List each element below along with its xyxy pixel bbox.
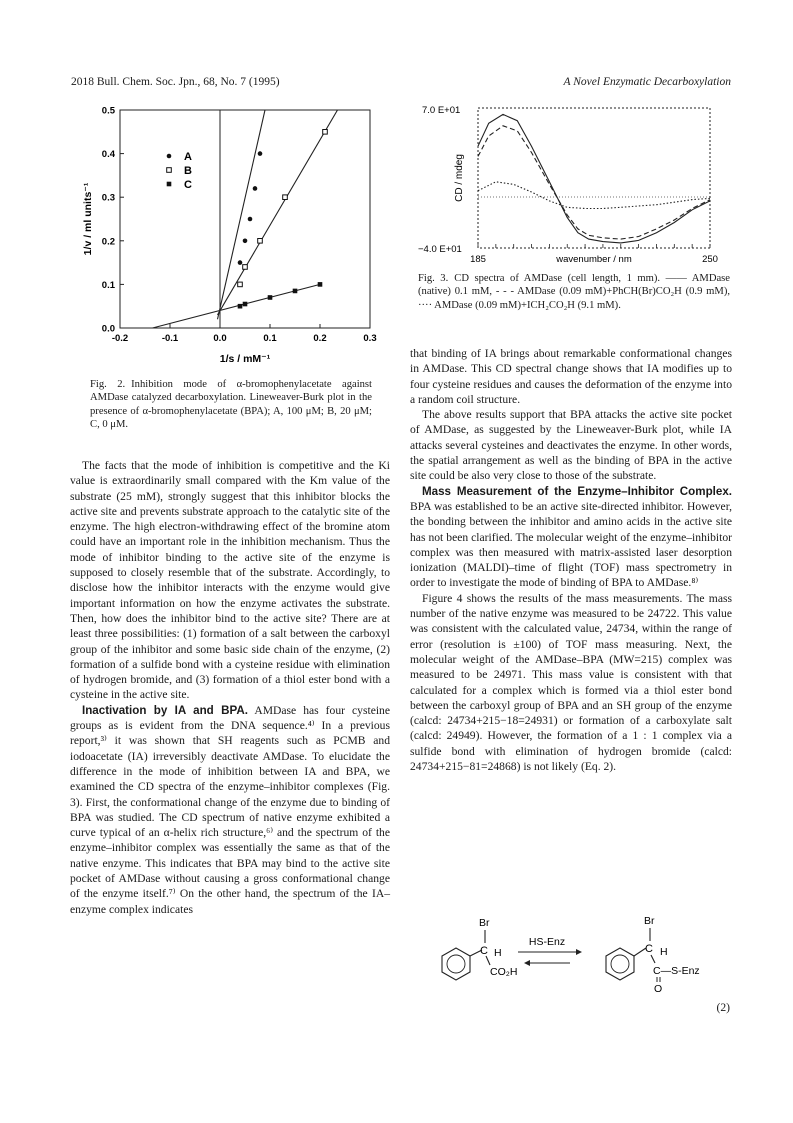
left-column — [70, 458, 390, 917]
reagent-label: HS-Enz — [528, 936, 566, 948]
legend-marker-C — [167, 182, 172, 187]
legend-label-C: C — [184, 179, 192, 191]
data-point-A — [253, 186, 258, 191]
data-point-A — [258, 151, 263, 156]
y-top-label: 7.0 E+01 — [422, 105, 461, 116]
paragraph: Figure 4 shows the results of the mass measurements. The mass number of the native enzyme was measured to be 24722. This value was consistent with the calculated value, 24734, within the range of error (resolution is ±100) of TOF mass measuring. Next, the molecular weight of the AMDase–BPA (MW=215) complex was measured to be 24971. This mass value is consistent with that calculated for a complex which is formed via a thiol ester bond between the carboxyl group of BPA and an SH group of the enzyme (calcd: 24734+215−18=24931) or formation of a carboxylate salt (calcd: 24949). However, the formation of a 1 : 1 complex via a sulfide bond with elimination of hydrogen bromide (calcd: 24734+215−81=24868) is not likely (Eq. 2). — [410, 591, 732, 774]
cd-spectrum-solid — [478, 114, 710, 243]
hydrogen-left: H — [494, 947, 502, 959]
data-point-A — [248, 217, 253, 222]
x-tick-label: 0.3 — [363, 333, 377, 344]
y-tick-label: 0.4 — [101, 149, 115, 161]
figure-2-caption-label: Fig. 2. — [90, 379, 126, 390]
data-point-A — [238, 260, 243, 265]
legend-marker-A — [167, 154, 172, 159]
x-tick-label: 0.1 — [263, 333, 277, 344]
benzene-ring-left — [442, 948, 470, 980]
figure-2-plot — [75, 100, 385, 370]
benzene-ring-right — [606, 948, 634, 980]
carbonyl-oxygen-right: O — [654, 983, 663, 992]
y-tick-label: 0.0 — [101, 323, 115, 335]
y-tick-label: 0.2 — [101, 236, 115, 248]
legend-label-A: A — [184, 151, 192, 163]
figure-3-plot — [418, 100, 718, 268]
alpha-carbon-right: C — [645, 943, 653, 955]
cd-spectrum-dotted — [478, 182, 710, 209]
hydrogen-right: H — [660, 946, 668, 958]
section-heading: Inactivation by IA and BPA. — [82, 703, 248, 717]
data-point-A — [243, 239, 248, 244]
y-tick-label: 0.3 — [101, 192, 115, 204]
section-heading: Mass Measurement of the Enzyme–Inhibitor Complex. — [422, 484, 732, 498]
paragraph: Mass Measurement of the Enzyme–Inhibitor Complex. BPA was established to be an active site-directed inhibitor. However, the bonding between the inhibitor and amino acids in the active site has not been clarified. The molecular weight of the enzyme–inhibitor complex was then measured with matrix-assisted laser desorption ionization (MALDI)–time of flight (TOF) mass spectrometry in order to investigate the mode of binding of BPA to AMDase.⁸⁾ — [410, 484, 732, 590]
data-point-C — [238, 304, 243, 309]
alpha-carbon-left: C — [480, 945, 488, 957]
data-point-C — [243, 302, 248, 307]
running-header-right: A Novel Enzymatic Decarboxylation — [563, 76, 731, 88]
equation-2-scheme — [410, 912, 732, 992]
fit-line-A — [218, 110, 266, 319]
figure-2-caption — [90, 378, 372, 432]
data-point-B — [243, 265, 248, 270]
x-left-label: 185 — [470, 254, 486, 265]
running-header-left: 2018 Bull. Chem. Soc. Jpn., 68, No. 7 (1995) — [71, 76, 280, 88]
y-axis-label: CD / mdeg — [454, 154, 465, 202]
carboxyl-left: CO₂H — [490, 966, 518, 978]
x-axis-label: wavenumber / nm — [556, 254, 632, 265]
x-tick-label: 0.0 — [213, 333, 227, 344]
x-right-label: 250 — [702, 254, 718, 265]
data-point-B — [258, 239, 263, 244]
x-axis-label: 1/s / mM⁻¹ — [219, 353, 271, 365]
bromine-right: Br — [644, 915, 655, 927]
paragraph: Inactivation by IA and BPA. AMDase has four cysteine groups as is evident from the DNA sequence.⁴⁾ In a previous report,³⁾ it was shown that SH reagents such as PCMB and iodoacetate (IA) irreversibly deactivate AMDase. To elucidate the difference in the mode of inhibition between IA and BPA, we examined the CD spectra of the enzyme–inhibitor complexes (Fig. 3). First, the conformational change of the enzyme due to binding of BPA was studied. The CD spectrum of native enzyme exhibited a curve typical of an α-helix rich structure,⁶⁾ and the spectrum of the enzyme–inhibitor complex was essentially the same as that of the native enzyme. This indicates that BPA may bind to the active site pocket of AMDase without causing a gross conformational change of the enzyme itself.⁷⁾ On the other hand, the spectrum of the IA–enzyme complex indicates — [70, 703, 390, 916]
data-point-C — [293, 289, 298, 294]
x-tick-label: 0.2 — [313, 333, 327, 344]
thioester-right: C—S-Enz — [653, 965, 700, 977]
figure-2-caption-text: Inhibition mode of α-bromophenylacetate against AMDase catalyzed decarboxylation. Lineweaver-Burk plot in the presence of α-bromophenylacetate (BPA); A, 100 μM; B, 20 μM; C, 0 μM. — [90, 379, 372, 431]
data-point-C — [268, 295, 273, 300]
equation-number: (2) — [716, 1001, 730, 1014]
paragraph: The above results support that BPA attacks the active site pocket of AMDase, as suggested by the Lineweaver-Burk plot, while IA attacks several cysteines and deactivates the enzyme. In other words, the spatial arrangement as well as the binding of BPA in the active site could be also very close to those of the substrate. — [410, 408, 732, 483]
data-point-B — [323, 130, 328, 135]
paragraph: that binding of IA brings about remarkable conformational changes in AMDase. This CD spectral change shows that IA modifies up to four cysteine residues and causes the deformation of the enzyme into a random coil structure. — [410, 347, 732, 406]
legend-label-B: B — [184, 165, 192, 177]
legend-marker-B — [167, 168, 172, 173]
bromine-left: Br — [479, 917, 490, 929]
y-tick-label: 0.5 — [101, 105, 115, 117]
paragraph: The facts that the mode of inhibition is competitive and the Ki value is extraordinarily small compared with the Km value of the substrate (25 mM), strongly suggest that this inhibitor blocks the active site and prevents substrate approach to the catalytic site of the enzyme. The high electron-withdrawing effect of the bromine atom could have an important role in the inhibition mechanism. Thus the mode of inhibitor binding to the active site of the enzyme is supposed to closely resemble that of the substrate. Accordingly, to disclose how the inhibitor interacts with the enzyme would give important information on how the enzyme activates the substrate. Then, how does the inhibitor bind to the active site? There are at least three possibilities: (1) formation of a salt between the carboxyl group of the inhibitor and some basic side chain of the enzyme, (2) formation of a sulfide bond with a cysteine residue with elimination of hydrogen bromide, and (3) formation of a thiol ester bond with a cysteine in the active site. — [70, 459, 390, 702]
y-axis-label: 1/v / ml units⁻¹ — [82, 182, 94, 256]
x-tick-label: -0.1 — [161, 333, 179, 344]
data-point-B — [238, 282, 243, 287]
y-bottom-label: −4.0 E+01 — [418, 244, 462, 255]
y-tick-label: 0.1 — [101, 279, 115, 291]
plot-frame — [120, 110, 370, 328]
right-column — [410, 346, 732, 774]
figure-3-caption — [418, 272, 730, 312]
data-point-B — [283, 195, 288, 200]
data-point-C — [318, 282, 323, 287]
figure-3-caption-text: CD spectra of AMDase (cell length, 1 mm). —— AMDase (native) 0.1 mM, - - - AMDase (0.09 mM)+PhCH(Br)CO₂H (0.9 mM), ···· AMDase (0.09 mM)+ICH₂CO₂H (9.1 mM). — [418, 273, 730, 311]
figure-3-caption-label: Fig. 3. — [418, 273, 449, 284]
x-tick-label: -0.2 — [111, 333, 129, 344]
